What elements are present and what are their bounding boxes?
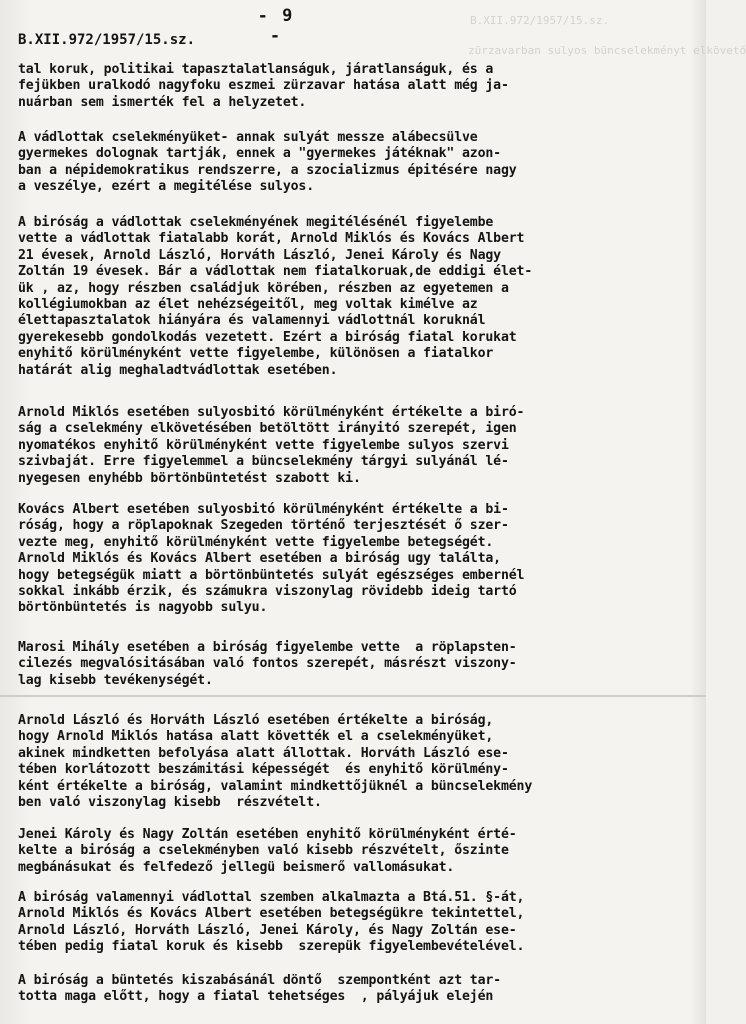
paragraph-2: A vádlottak cselekményüket- annak sulyát messze alábecsülve gyermekes dolognak tartják, ennek a "gyermekes játéknak" azon- ban a népidemokratikus rendszerre, a szocializmus épitésére nagy a veszélye, ezért a megitélése sulyos.: [18, 130, 517, 195]
page-number: - 9 -: [257, 6, 295, 46]
paragraph-10: A biróság a büntetés kiszabásánál döntő szempontként azt tar- totta maga előtt, hogy a fiatal tehetséges , pályájuk elején: [18, 973, 501, 1005]
paragraph-3: A biróság a vádlottak cselekményének megitélésénél figyelembe vette a vádlottak fiatalabb korát, Arnold Miklós és Kovács Albert 21 évesek, Arnold László, Horváth László, Jenei Károly és Nagy Zoltán 19 évesek. Bár a vádlottak nem fiatalkoruak,de eddigi élet- ük , az, hogy részben családjuk körében, részben az egyetemen a kollégiumokban az élet nehézségeitől, meg voltak kimélve az élettapasztalatok hiányára és valamennyi vádlottnál koruknál gyerekesebb gondolkodás vezetett. Ezért a biróság fiatal korukat enyhitő körülményként vette figyelembe, különösen a fiatalkor határát alig meghaladtvádlottak esetében.: [18, 215, 533, 378]
show-through-text: B.XII.972/1957/15.sz.: [470, 14, 610, 27]
paragraph-5: Kovács Albert esetében sulyosbitó körülményként értékelte a bi- róság, hogy a röplapoknak Szegeden történő terjesztését ő szer- vezte meg, enyhitő körülményként vette figyelembe betegségét. Arnold Miklós és Kovács Albert esetében a biróság ugy találta, hogy betegségük miatt a börtönbüntetés sulyát egészséges embernél sokkal inkább érzik, és számukra viszonylag rövidebb ideig tartó börtönbüntetés is nagyobb sulyu.: [18, 502, 525, 616]
paragraph-7: Arnold László és Horváth László esetében értékelte a biróság, hogy Arnold Miklós hatása alatt követték el a cselekményüket, akinek mindketten befolyása alatt állottak. Horváth László ese- tében korlátozott beszámitási képességét és enyhitő körülmény- ként értékelte a biróság, valamint mindkettőjüknél a büncselekmény ben való viszonylag kisebb részvételt.: [18, 713, 533, 811]
paper-fold-line: [0, 695, 706, 697]
paragraph-9: A biróság valamennyi vádlottal szemben alkalmazta a Btá.51. §-át, Arnold Miklós és Kovács Albert esetében betegségükre tekintettel, Arnold László, Horváth László, Jenei Károly, és Nagy Zoltán ese- tében pedig fiatal koruk és kisebb szerepük figyelembevételével.: [18, 890, 525, 955]
paragraph-4: Arnold Miklós esetében sulyosbitó körülményként értékelte a biró- ság a cselekmény elkövetésében betöltött irányitó szerepét, igen nyomatékos enyhitő körülményként vette figyelembe sulyos szervi szivbaját. Erre figyelemmel a büncselekmény tárgyi sulyánál lé- nyegesen enyhébb börtönbüntetést szabott ki.: [18, 405, 525, 486]
case-reference: B.XII.972/1957/15.sz.: [18, 32, 196, 48]
show-through-text: zürzavarban sulyos büncselekményt elkövető: [468, 44, 746, 57]
paragraph-8: Jenei Károly és Nagy Zoltán esetében enyhitő körülményként érté- kelte a biróság a cselekményben való kisebb részvételt, őszinte megbánásukat és felfedező jellegü beismerő vallomásukat.: [18, 827, 517, 875]
paragraph-1: tal koruk, politikai tapasztalatlanságuk, járatlanságuk, és a fejükben uralkodó nagyfoku eszmei zürzavar hatása alatt még ja- nuárban sem ismerték fel a helyzetet.: [18, 62, 509, 110]
paragraph-6: Marosi Mihály esetében a biróság figyelembe vette a röplapsten- cilezés megvalósitásában való fontos szerepét, másrészt viszony- lag kisebb tevékenységét.: [18, 640, 517, 688]
